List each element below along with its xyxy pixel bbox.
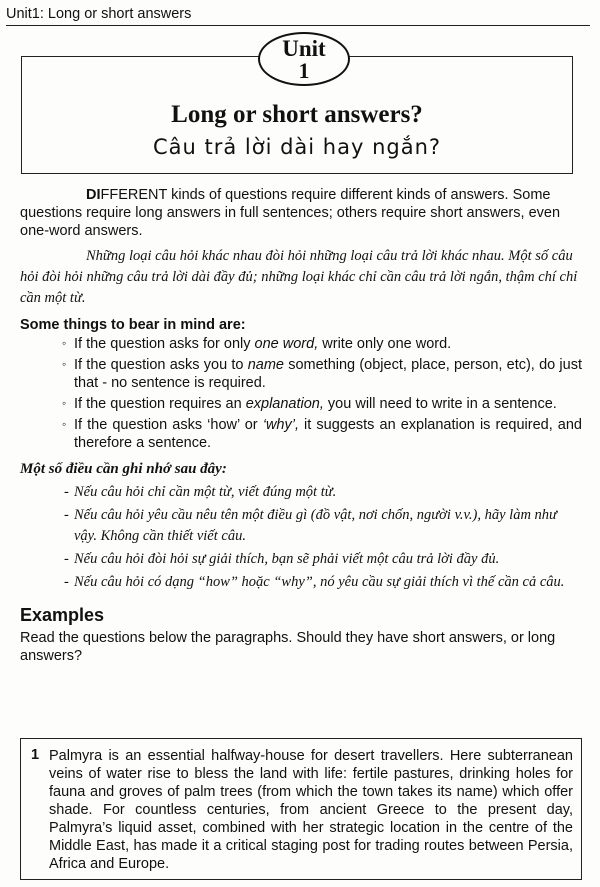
tips-heading: Some things to bear in mind are:: [20, 317, 246, 333]
tip-emphasis: ‘why’,: [262, 417, 299, 433]
example-passage-text: Palmyra is an essential halfway-house for desert travellers. Here subterranean veins of water rise to bless the land with life: fertile pastures, drinking holes for fauna and groves of palm trees (from which the town takes its name) which offer shade. For countless centuries, from ancient Greece to the present day, Palmyra’s liquid asset, combined with her strategic location in the centre of the Middle East, has made it a critical staging post for trading routes between Persia, Africa and Europe.: [49, 748, 573, 872]
tip-vietnamese-item: - Nếu câu hỏi có dạng “how” hoặc “why”, nó yêu cầu sự giải thích vì thế cần cả câu.: [64, 572, 582, 593]
main-content: [20, 186, 582, 665]
tip-item: [62, 335, 582, 353]
examples-question: Read the questions below the paragraphs. Should they have short answers, or long answers?: [20, 630, 556, 664]
unit-badge-word: Unit: [282, 36, 326, 61]
tip-text: If the question asks for only: [74, 336, 255, 352]
unit-badge-number: 1: [298, 58, 310, 83]
tip-text: write only one word.: [318, 336, 452, 352]
example-passage-box: [20, 738, 582, 880]
tip-emphasis: one word,: [254, 336, 319, 352]
tip-vietnamese-item: - Nếu câu hỏi chỉ cần một từ, viết đúng một từ.: [64, 482, 582, 503]
intro-drop-caps: DI: [86, 187, 101, 203]
tip-text: If the question asks ‘how’ or: [74, 417, 263, 433]
tip-text: something (object, place, person, etc), do just that - no sentence is required.: [74, 357, 582, 391]
tip-item: [62, 356, 582, 392]
tip-item: [62, 395, 582, 413]
tip-vietnamese-item: - Nếu câu hỏi yêu cầu nêu tên một điều gì (đồ vật, nơi chốn, người v.v.), hãy làm như vậy. Không cần thiết viết câu.: [64, 505, 582, 547]
tips-vietnamese-list: [20, 482, 582, 593]
intro-english: [20, 186, 582, 240]
examples-heading: Examples: [20, 605, 105, 625]
tip-vietnamese-item: - Nếu câu hỏi đòi hỏi sự giải thích, bạn sẽ phải viết một câu trả lời đầy đủ.: [64, 549, 582, 570]
tips-vietnamese-heading: Một số điều cần ghi nhớ sau đây:: [20, 461, 227, 477]
tips-list: [20, 335, 582, 452]
tip-text: If the question requires an: [74, 396, 246, 412]
tip-text: you will need to write in a sentence.: [323, 396, 557, 412]
tip-emphasis: explanation,: [245, 396, 324, 412]
tip-emphasis: name: [247, 357, 284, 373]
tip-text: it suggests an explanation is required, and therefore a sentence.: [74, 417, 582, 451]
intro-english-text: FFERENT kinds of questions require different kinds of answers. Some questions require long answers in full sentences; others require short answers, even one-word answers.: [20, 187, 561, 239]
tip-text: If the question asks you to: [74, 357, 248, 373]
intro-vietnamese: Những loại câu hỏi khác nhau đòi hỏi những loại câu trả lời khác nhau. Một số câu hỏi đòi hỏi những câu trả lời dài đầy đủ; những loại khác chỉ cần câu trả lời ngắn, thậm chí chỉ cần một từ.: [20, 248, 578, 306]
unit-title-vietnamese: Câu trả lời dài hay ngắn?: [152, 135, 442, 159]
tip-item: [62, 416, 582, 452]
unit-title-english: Long or short answers?: [171, 101, 423, 128]
example-passage-number: 1: [31, 747, 40, 763]
unit-badge: [258, 32, 350, 86]
running-header: Unit1: Long or short answers: [6, 6, 590, 26]
